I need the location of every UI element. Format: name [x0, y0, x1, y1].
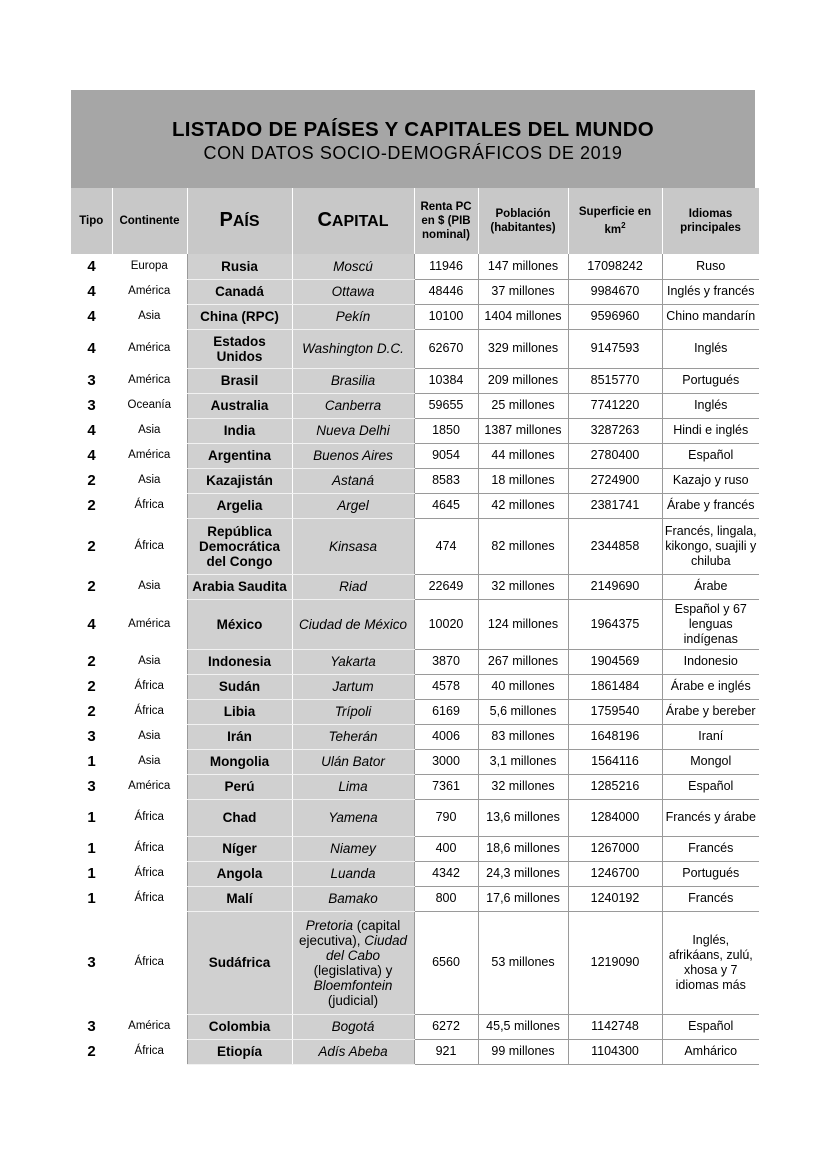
- capital-part: (capital ejecutiva),: [298, 917, 401, 948]
- cell-idiomas: Inglés: [662, 393, 759, 418]
- capital-part: Ciudad del Cabo: [325, 932, 408, 963]
- cell-renta: 6560: [414, 911, 478, 1014]
- header-superficie-sup: 2: [621, 221, 626, 231]
- cell-poblacion: 82 millones: [478, 518, 568, 574]
- cell-capital: Lima: [292, 774, 414, 799]
- cell-capital: Buenos Aires: [292, 443, 414, 468]
- header-superficie: [568, 188, 662, 254]
- cell-capital: Kinsasa: [292, 518, 414, 574]
- document-title: LISTADO DE PAÍSES Y CAPITALES DEL MUNDO: [171, 118, 655, 141]
- cell-capital: Adís Abeba: [292, 1039, 414, 1064]
- header-poblacion: Población (habitantes): [478, 188, 568, 254]
- cell-pais: República Democrática del Congo: [187, 518, 292, 574]
- cell-poblacion: 83 millones: [478, 724, 568, 749]
- cell-tipo: 4: [87, 258, 96, 275]
- cell-continente: África: [134, 811, 164, 823]
- cell-poblacion: 18,6 millones: [478, 836, 568, 861]
- cell-superficie: 2724900: [568, 468, 662, 493]
- cell-poblacion: 329 millones: [478, 329, 568, 368]
- cell-poblacion: 42 millones: [478, 493, 568, 518]
- cell-superficie: 1648196: [568, 724, 662, 749]
- cell-tipo: 2: [87, 653, 96, 670]
- cell-poblacion: 5,6 millones: [478, 699, 568, 724]
- cell-renta: 4006: [414, 724, 478, 749]
- cell-renta: 4342: [414, 861, 478, 886]
- cell-renta: 474: [414, 518, 478, 574]
- cell-superficie: 1246700: [568, 861, 662, 886]
- cell-superficie: 1240192: [568, 886, 662, 911]
- cell-renta: 8583: [414, 468, 478, 493]
- cell-pais: Australia: [187, 393, 292, 418]
- cell-tipo: 2: [87, 578, 96, 595]
- cell-tipo: 2: [87, 703, 96, 720]
- table-row: [71, 574, 759, 599]
- cell-tipo: 1: [87, 753, 96, 770]
- cell-pais: Irán: [187, 724, 292, 749]
- cell-continente: América: [128, 1020, 171, 1032]
- cell-renta: 9054: [414, 443, 478, 468]
- cell-poblacion: 1404 millones: [478, 304, 568, 329]
- table-row: [71, 886, 759, 911]
- table-row: [71, 304, 759, 329]
- cell-idiomas: Indonesio: [662, 649, 759, 674]
- cell-renta: 22649: [414, 574, 478, 599]
- cell-continente: Oceanía: [127, 399, 171, 411]
- cell-tipo: 2: [87, 537, 96, 555]
- cell-idiomas: Árabe e inglés: [662, 674, 759, 699]
- table-row: [71, 799, 759, 836]
- cell-tipo: 3: [87, 397, 96, 414]
- cell-capital: Bamako: [292, 886, 414, 911]
- cell-continente: América: [128, 780, 171, 792]
- cell-idiomas: Francés y árabe: [662, 799, 759, 836]
- title-banner: [71, 90, 755, 188]
- cell-superficie: 1284000: [568, 799, 662, 836]
- cell-pais: Sudáfrica: [187, 911, 292, 1014]
- cell-renta: 790: [414, 799, 478, 836]
- cell-pais: Rusia: [187, 254, 292, 279]
- header-tipo: Tipo: [71, 188, 112, 254]
- cell-renta: 4645: [414, 493, 478, 518]
- cell-tipo: 4: [87, 283, 96, 300]
- cell-pais: México: [187, 599, 292, 649]
- cell-continente: África: [134, 680, 164, 692]
- cell-idiomas: Inglés: [662, 329, 759, 368]
- cell-capital: Moscú: [292, 254, 414, 279]
- table-row: [71, 724, 759, 749]
- cell-capital: Nueva Delhi: [292, 418, 414, 443]
- cell-renta: 48446: [414, 279, 478, 304]
- cell-continente: África: [134, 539, 164, 552]
- table-row: [71, 279, 759, 304]
- cell-tipo: 3: [87, 1018, 96, 1035]
- cell-superficie: 1904569: [568, 649, 662, 674]
- cell-pais: Libia: [187, 699, 292, 724]
- capital-part: (judicial): [327, 992, 379, 1008]
- cell-continente: África: [134, 892, 164, 904]
- cell-poblacion: 45,5 millones: [478, 1014, 568, 1039]
- cell-poblacion: 209 millones: [478, 368, 568, 393]
- cell-pais: China (RPC): [187, 304, 292, 329]
- cell-idiomas: Inglés y francés: [662, 279, 759, 304]
- cell-renta: 6272: [414, 1014, 478, 1039]
- cell-tipo: 4: [87, 308, 96, 325]
- table-row: [71, 368, 759, 393]
- cell-continente: Asia: [138, 730, 161, 742]
- cell-pais: Chad: [187, 799, 292, 836]
- capital-part: Pretoria: [305, 917, 353, 933]
- cell-poblacion: 13,6 millones: [478, 799, 568, 836]
- cell-superficie: 2780400: [568, 443, 662, 468]
- header-capital-rest: APITAL: [331, 213, 389, 230]
- cell-capital: Riad: [292, 574, 414, 599]
- cell-tipo: 3: [87, 728, 96, 745]
- cell-poblacion: 3,1 millones: [478, 749, 568, 774]
- cell-capital: Pekín: [292, 304, 414, 329]
- cell-pais: Estados Unidos: [187, 329, 292, 368]
- cell-idiomas: Francés: [662, 836, 759, 861]
- cell-poblacion: 99 millones: [478, 1039, 568, 1064]
- cell-capital: Brasilia: [292, 368, 414, 393]
- cell-continente: América: [128, 449, 171, 461]
- table-row: [71, 699, 759, 724]
- table-row: [71, 861, 759, 886]
- cell-idiomas: Árabe: [662, 574, 759, 599]
- table-row: [71, 649, 759, 674]
- cell-superficie: 2344858: [568, 518, 662, 574]
- header-continente: Continente: [112, 188, 187, 254]
- table-row: [71, 774, 759, 799]
- table-row: [71, 518, 759, 574]
- cell-renta: 1850: [414, 418, 478, 443]
- cell-idiomas: Portugués: [662, 368, 759, 393]
- cell-renta: 3000: [414, 749, 478, 774]
- cell-superficie: 7741220: [568, 393, 662, 418]
- cell-tipo: 2: [87, 678, 96, 695]
- cell-capital: Argel: [292, 493, 414, 518]
- table-row: [71, 254, 759, 279]
- cell-tipo: 4: [87, 447, 96, 464]
- cell-continente: Asia: [138, 474, 161, 486]
- cell-renta: 10384: [414, 368, 478, 393]
- cell-continente: América: [128, 285, 171, 297]
- cell-idiomas: Iraní: [662, 724, 759, 749]
- cell-pais: Argelia: [187, 493, 292, 518]
- cell-capital: Washington D.C.: [292, 329, 414, 368]
- cell-idiomas: Kazajo y ruso: [662, 468, 759, 493]
- header-capital: [292, 188, 414, 254]
- cell-superficie: 8515770: [568, 368, 662, 393]
- cell-capital: Ciudad de México: [292, 599, 414, 649]
- cell-capital: Trípoli: [292, 699, 414, 724]
- cell-superficie: 17098242: [568, 254, 662, 279]
- cell-renta: 59655: [414, 393, 478, 418]
- cell-renta: 11946: [414, 254, 478, 279]
- table-row: [71, 493, 759, 518]
- cell-capital: Astaná: [292, 468, 414, 493]
- cell-renta: 7361: [414, 774, 478, 799]
- cell-idiomas: Chino mandarín: [662, 304, 759, 329]
- cell-superficie: 2381741: [568, 493, 662, 518]
- cell-tipo: 4: [87, 340, 96, 357]
- countries-table: [71, 188, 760, 1065]
- header-pais-initial: P: [219, 209, 233, 231]
- cell-capital: Ottawa: [292, 279, 414, 304]
- cell-superficie: 9147593: [568, 329, 662, 368]
- cell-capital: Teherán: [292, 724, 414, 749]
- cell-poblacion: 18 millones: [478, 468, 568, 493]
- cell-capital: Canberra: [292, 393, 414, 418]
- cell-poblacion: 24,3 millones: [478, 861, 568, 886]
- table-row: [71, 393, 759, 418]
- cell-superficie: 9596960: [568, 304, 662, 329]
- table-row: [71, 599, 759, 649]
- cell-poblacion: 124 millones: [478, 599, 568, 649]
- cell-idiomas: Hindi e inglés: [662, 418, 759, 443]
- cell-idiomas: Francés, lingala, kikongo, suajili y chiluba: [662, 518, 759, 574]
- cell-pais: India: [187, 418, 292, 443]
- cell-idiomas: Francés: [662, 886, 759, 911]
- cell-renta: 3870: [414, 649, 478, 674]
- table-row: [71, 1014, 759, 1039]
- header-pais-rest: AÍS: [232, 213, 260, 230]
- cell-idiomas: Ruso: [662, 254, 759, 279]
- cell-tipo: 1: [87, 865, 96, 882]
- cell-poblacion: 17,6 millones: [478, 886, 568, 911]
- cell-pais: Malí: [187, 886, 292, 911]
- table-row: [71, 443, 759, 468]
- table-row: [71, 329, 759, 368]
- cell-pais: Sudán: [187, 674, 292, 699]
- cell-renta: 6169: [414, 699, 478, 724]
- cell-tipo: 1: [87, 840, 96, 857]
- cell-tipo: 2: [87, 1043, 96, 1060]
- cell-continente: África: [134, 1045, 164, 1057]
- cell-pais: Níger: [187, 836, 292, 861]
- cell-continente: Asia: [138, 424, 161, 436]
- cell-pais: Angola: [187, 861, 292, 886]
- cell-superficie: 2149690: [568, 574, 662, 599]
- cell-capital: Luanda: [292, 861, 414, 886]
- cell-poblacion: 267 millones: [478, 649, 568, 674]
- cell-capital: Bogotá: [292, 1014, 414, 1039]
- cell-superficie: 3287263: [568, 418, 662, 443]
- cell-tipo: 1: [87, 890, 96, 907]
- cell-superficie: 1104300: [568, 1039, 662, 1064]
- cell-pais: Arabia Saudita: [187, 574, 292, 599]
- header-renta: Renta PC en $ (PIB nominal): [414, 188, 478, 254]
- cell-idiomas: Portugués: [662, 861, 759, 886]
- cell-tipo: 3: [87, 778, 96, 795]
- cell-tipo: 1: [87, 809, 96, 826]
- table-row: [71, 418, 759, 443]
- cell-poblacion: 53 millones: [478, 911, 568, 1014]
- cell-pais: Perú: [187, 774, 292, 799]
- cell-idiomas: Mongol: [662, 749, 759, 774]
- cell-continente: África: [134, 705, 164, 717]
- cell-pais: Brasil: [187, 368, 292, 393]
- table-row: [71, 911, 759, 1014]
- table-row: [71, 468, 759, 493]
- cell-renta: 800: [414, 886, 478, 911]
- table-header-row: [71, 188, 759, 254]
- capital-part: Bloemfontein: [313, 977, 393, 993]
- cell-capital: [292, 911, 414, 1014]
- header-idiomas: Idiomas principales: [662, 188, 759, 254]
- cell-poblacion: 44 millones: [478, 443, 568, 468]
- cell-superficie: 1267000: [568, 836, 662, 861]
- table-row: [71, 1039, 759, 1064]
- cell-poblacion: 147 millones: [478, 254, 568, 279]
- cell-capital: Ulán Bator: [292, 749, 414, 774]
- cell-poblacion: 32 millones: [478, 774, 568, 799]
- header-superficie-text: Superficie en km: [578, 206, 652, 236]
- cell-renta: 921: [414, 1039, 478, 1064]
- cell-idiomas: Español: [662, 774, 759, 799]
- cell-continente: América: [128, 617, 171, 630]
- cell-superficie: 9984670: [568, 279, 662, 304]
- cell-continente: África: [134, 842, 164, 854]
- cell-continente: África: [134, 867, 164, 879]
- cell-renta: 62670: [414, 329, 478, 368]
- cell-idiomas: Español y 67 lenguas indígenas: [662, 599, 759, 649]
- cell-idiomas: Español: [662, 443, 759, 468]
- cell-tipo: 2: [87, 497, 96, 514]
- cell-superficie: 1142748: [568, 1014, 662, 1039]
- cell-tipo: 4: [87, 422, 96, 439]
- cell-continente: Asia: [138, 755, 161, 767]
- cell-superficie: 1219090: [568, 911, 662, 1014]
- cell-continente: Europa: [130, 260, 168, 272]
- cell-superficie: 1759540: [568, 699, 662, 724]
- table-row: [71, 749, 759, 774]
- cell-poblacion: 25 millones: [478, 393, 568, 418]
- cell-continente: América: [128, 342, 171, 354]
- table-row: [71, 674, 759, 699]
- cell-poblacion: 32 millones: [478, 574, 568, 599]
- cell-renta: 400: [414, 836, 478, 861]
- cell-superficie: 1861484: [568, 674, 662, 699]
- header-pais: [187, 188, 292, 254]
- cell-superficie: 1964375: [568, 599, 662, 649]
- cell-pais: Colombia: [187, 1014, 292, 1039]
- cell-continente: África: [134, 956, 164, 968]
- cell-continente: América: [128, 374, 171, 386]
- cell-poblacion: 40 millones: [478, 674, 568, 699]
- cell-continente: Asia: [138, 310, 161, 322]
- header-capital-initial: C: [317, 209, 332, 231]
- cell-pais: Indonesia: [187, 649, 292, 674]
- cell-capital: Niamey: [292, 836, 414, 861]
- cell-renta: 10100: [414, 304, 478, 329]
- cell-idiomas: Español: [662, 1014, 759, 1039]
- cell-renta: 10020: [414, 599, 478, 649]
- cell-superficie: 1564116: [568, 749, 662, 774]
- cell-pais: Canadá: [187, 279, 292, 304]
- cell-tipo: 2: [87, 472, 96, 489]
- cell-superficie: 1285216: [568, 774, 662, 799]
- cell-tipo: 3: [87, 372, 96, 389]
- cell-capital: Jartum: [292, 674, 414, 699]
- cell-continente: Asia: [138, 580, 161, 592]
- cell-idiomas: Árabe y bereber: [662, 699, 759, 724]
- document-subtitle: CON DATOS SOCIO-DEMOGRÁFICOS DE 2019: [203, 143, 623, 163]
- cell-tipo: 4: [87, 615, 96, 633]
- cell-renta: 4578: [414, 674, 478, 699]
- cell-idiomas: Árabe y francés: [662, 493, 759, 518]
- cell-poblacion: 37 millones: [478, 279, 568, 304]
- cell-pais: Argentina: [187, 443, 292, 468]
- cell-tipo: 3: [87, 954, 96, 971]
- cell-idiomas: Amhárico: [662, 1039, 759, 1064]
- cell-continente: África: [134, 499, 164, 511]
- cell-continente: Asia: [138, 655, 161, 667]
- cell-capital: Yamena: [292, 799, 414, 836]
- cell-capital: Yakarta: [292, 649, 414, 674]
- cell-pais: Etiopía: [187, 1039, 292, 1064]
- cell-pais: Mongolia: [187, 749, 292, 774]
- cell-poblacion: 1387 millones: [478, 418, 568, 443]
- cell-idiomas: Inglés, afrikáans, zulú, xhosa y 7 idiomas más: [662, 911, 759, 1014]
- table-row: [71, 836, 759, 861]
- cell-pais: Kazajistán: [187, 468, 292, 493]
- capital-part: (legislativa) y: [313, 962, 393, 978]
